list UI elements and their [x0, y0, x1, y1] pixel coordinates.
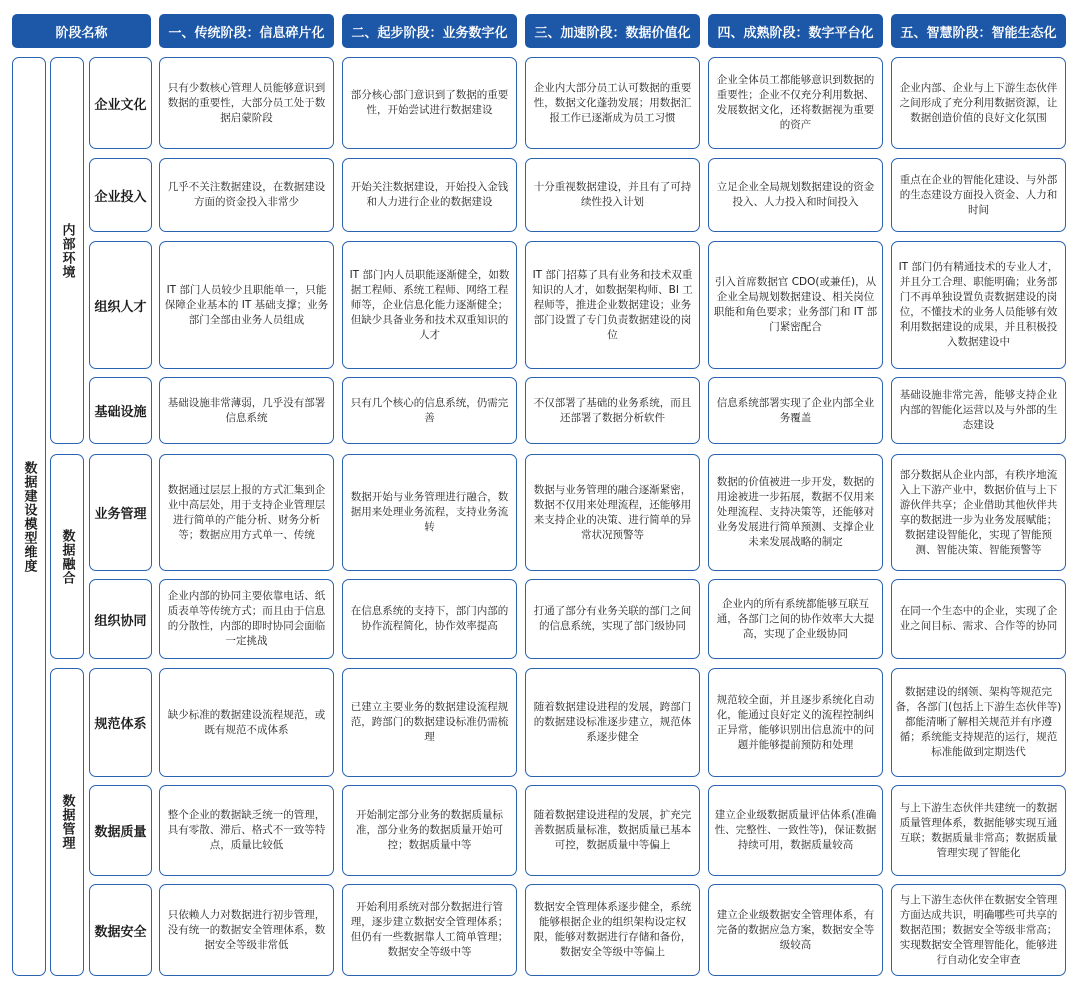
row-label-business-management: 业务管理 — [89, 454, 152, 571]
cell-business-management-stage-5: 部分数据从企业内部，有秩序地流入上下游产业中，数据价值与上下游伙伴共享；企业借助其他伙伴共享的数据进一步为业务发展赋能；数据建设智能化，实现了智能预测、智能决策、智能预警等 — [891, 454, 1066, 571]
cell-enterprise-culture-stage-3: 企业内大部分员工认可数据的重要性，数据文化蓬勃发展；用数据汇报工作已逐渐成为员工习惯 — [525, 57, 700, 149]
row-label-enterprise-culture: 企业文化 — [89, 57, 152, 149]
header-corner: 阶段名称 — [12, 14, 151, 48]
cell-enterprise-investment-stage-3: 十分重视数据建设，并且有了可持续性投入计划 — [525, 158, 700, 232]
row-label-infrastructure: 基础设施 — [89, 377, 152, 444]
cell-infrastructure-stage-2: 只有几个核心的信息系统，仍需完善 — [342, 377, 517, 444]
cell-data-security-stage-5: 与上下游生态伙伴在数据安全管理方面达成共识，明确哪些可共享的数据范围；数据安全等级非常高；实现数据安全管理智能化，能够进行自动化安全审查 — [891, 884, 1066, 976]
cell-norm-system-stage-1: 缺少标准的数据建设流程规范，或既有规范不成体系 — [159, 668, 334, 777]
cell-organization-talent-stage-5: IT 部门仍有精通技术的专业人才，并且分工合理、职能明确；业务部门不再单独设置负责数据建设的岗位，不懂技术的业务人员能够有效利用数据建设的成果，并且积极投入数据建设中 — [891, 241, 1066, 369]
stage-header-2: 二、起步阶段：业务数字化 — [342, 14, 517, 48]
stage-header-1: 一、传统阶段：信息碎片化 — [159, 14, 334, 48]
cell-business-management-stage-1: 数据通过层层上报的方式汇集到企业中高层处，用于支持企业管理层进行简单的产能分析、财务分析等；数据应用方式单一、传统 — [159, 454, 334, 571]
cell-norm-system-stage-2: 已建立主要业务的数据建设流程规范，跨部门的数据建设标准仍需梳理 — [342, 668, 517, 777]
row-label-data-quality: 数据质量 — [89, 785, 152, 876]
cell-data-security-stage-2: 开始利用系统对部分数据进行管理，逐步建立数据安全管理体系；但仍有一些数据靠人工简单管理；数据安全等级中等 — [342, 884, 517, 976]
cell-infrastructure-stage-1: 基础设施非常薄弱，几乎没有部署信息系统 — [159, 377, 334, 444]
side-dimension-label — [12, 57, 46, 976]
cell-data-quality-stage-3: 随着数据建设进程的发展，扩充完善数据质量标准，数据质量已基本可控，数据质量中等偏上 — [525, 785, 700, 876]
cell-norm-system-stage-3: 随着数据建设进程的发展，跨部门的数据建设标准逐步建立，规范体系逐步健全 — [525, 668, 700, 777]
stage-header-4: 四、成熟阶段：数字平台化 — [708, 14, 883, 48]
cell-enterprise-investment-stage-1: 几乎不关注数据建设，在数据建设方面的资金投入非常少 — [159, 158, 334, 232]
cell-organization-talent-stage-3: IT 部门招募了具有业务和技术双重知识的人才，如数据架构师、BI 工程师等，推进企业数据建设；业务部门设置了专门负责数据建设的岗位 — [525, 241, 700, 369]
cell-data-quality-stage-1: 整个企业的数据缺乏统一的管理，具有零散、滞后、格式不一致等特点，质量比较低 — [159, 785, 334, 876]
cell-organization-collaboration-stage-3: 打通了部分有业务关联的部门之间的信息系统，实现了部门级协同 — [525, 579, 700, 659]
cell-data-quality-stage-4: 建立企业级数据质量评估体系(准确性、完整性、一致性等)，保证数据持续可用，数据质量较高 — [708, 785, 883, 876]
side-dimension-text: 数据建设模型维度 — [21, 460, 37, 573]
group-data-fusion — [50, 454, 84, 659]
cell-data-quality-stage-2: 开始制定部分业务的数据质量标准，部分业务的数据质量开始可控；数据质量中等 — [342, 785, 517, 876]
cell-enterprise-culture-stage-2: 部分核心部门意识到了数据的重要性，开始尝试进行数据建设 — [342, 57, 517, 149]
cell-enterprise-investment-stage-4: 立足企业全局规划数据建设的资金投入、人力投入和时间投入 — [708, 158, 883, 232]
cell-infrastructure-stage-3: 不仅部署了基础的业务系统，而且还部署了数据分析软件 — [525, 377, 700, 444]
stage-header-3: 三、加速阶段：数据价值化 — [525, 14, 700, 48]
cell-business-management-stage-2: 数据开始与业务管理进行融合，数据用来处理业务流程，支持业务流转 — [342, 454, 517, 571]
cell-enterprise-investment-stage-5: 重点在企业的智能化建设、与外部的生态建设方面投入资金、人力和时间 — [891, 158, 1066, 232]
cell-norm-system-stage-5: 数据建设的纲领、架构等规范完备，各部门(包括上下游生态伙伴等)都能清晰了解相关规范并有序遵循；系统能支持规范的运行，规范标准能做到定期迭代 — [891, 668, 1066, 777]
cell-organization-collaboration-stage-1: 企业内部的协同主要依靠电话、纸质表单等传统方式；而且由于信息的分散性，内部的即时协同会面临一定挑战 — [159, 579, 334, 659]
cell-enterprise-investment-stage-2: 开始关注数据建设，开始投入金钱和人力进行企业的数据建设 — [342, 158, 517, 232]
cell-infrastructure-stage-5: 基础设施非常完善，能够支持企业内部的智能化运营以及与外部的生态建设 — [891, 377, 1066, 444]
row-label-organization-talent: 组织人才 — [89, 241, 152, 369]
row-label-organization-collaboration: 组织协同 — [89, 579, 152, 659]
cell-data-security-stage-4: 建立企业级数据安全管理体系，有完备的数据应急方案，数据安全等级较高 — [708, 884, 883, 976]
cell-data-security-stage-1: 只依赖人力对数据进行初步管理，没有统一的数据安全管理体系，数据安全等级非常低 — [159, 884, 334, 976]
group-data-management — [50, 668, 84, 976]
cell-business-management-stage-4: 数据的价值被进一步开发，数据的用途被进一步拓展，数据不仅用来处理流程、支持决策等，还能够对业务发展进行简单预测、支撑企业未来发展战略的制定 — [708, 454, 883, 571]
cell-organization-collaboration-stage-5: 在同一个生态中的企业，实现了企业之间目标、需求、合作等的协同 — [891, 579, 1066, 659]
cell-enterprise-culture-stage-1: 只有少数核心管理人员能够意识到数据的重要性，大部分员工处于数据启蒙阶段 — [159, 57, 334, 149]
cell-infrastructure-stage-4: 信息系统部署实现了企业内部全业务覆盖 — [708, 377, 883, 444]
cell-norm-system-stage-4: 规范较全面，并且逐步系统化自动化，能通过良好定义的流程控制纠正异常，能够识别出信息流中的问题并能够提前预防和处理 — [708, 668, 883, 777]
cell-data-security-stage-3: 数据安全管理体系逐步健全，系统能够根据企业的组织架构设定权限，能够对数据进行存储和备份，数据安全等级中等偏上 — [525, 884, 700, 976]
row-label-norm-system: 规范体系 — [89, 668, 152, 777]
group-internal-environment — [50, 57, 84, 444]
cell-enterprise-culture-stage-4: 企业全体员工都能够意识到数据的重要性；企业不仅充分利用数据、发展数据文化，还将数据视为重要的资产 — [708, 57, 883, 149]
cell-organization-collaboration-stage-2: 在信息系统的支持下，部门内部的协作流程简化，协作效率提高 — [342, 579, 517, 659]
cell-organization-talent-stage-4: 引入首席数据官 CDO(或兼任)，从企业全局规划数据建设、相关岗位职能和角色要求；业务部门和 IT 部门紧密配合 — [708, 241, 883, 369]
group-label: 数据融合 — [59, 528, 75, 585]
stage-header-5: 五、智慧阶段：智能生态化 — [891, 14, 1066, 48]
cell-data-quality-stage-5: 与上下游生态伙伴共建统一的数据质量管理体系，数据能够实现互通互联；数据质量非常高；数据质量管理实现了智能化 — [891, 785, 1066, 876]
cell-organization-collaboration-stage-4: 企业内的所有系统都能够互联互通，各部门之间的协作效率大大提高，实现了企业级协同 — [708, 579, 883, 659]
cell-business-management-stage-3: 数据与业务管理的融合逐渐紧密，数据不仅用来处理流程，还能够用来支持企业的决策、进行简单的异常状况预警等 — [525, 454, 700, 571]
group-label: 内部环境 — [59, 222, 75, 279]
cell-organization-talent-stage-1: IT 部门人员较少且职能单一，只能保障企业基本的 IT 基础支撑；业务部门全部由业务人员组成 — [159, 241, 334, 369]
group-label: 数据管理 — [59, 794, 75, 850]
row-label-data-security: 数据安全 — [89, 884, 152, 976]
cell-organization-talent-stage-2: IT 部门内人员职能逐渐健全，如数据工程师、系统工程师、网络工程师等，企业信息化能力逐渐健全；但缺少具备业务和技术双重知识的人才 — [342, 241, 517, 369]
cell-enterprise-culture-stage-5: 企业内部、企业与上下游生态伙伴之间形成了充分利用数据资源，让数据创造价值的良好文化氛围 — [891, 57, 1066, 149]
row-label-enterprise-investment: 企业投入 — [89, 158, 152, 232]
